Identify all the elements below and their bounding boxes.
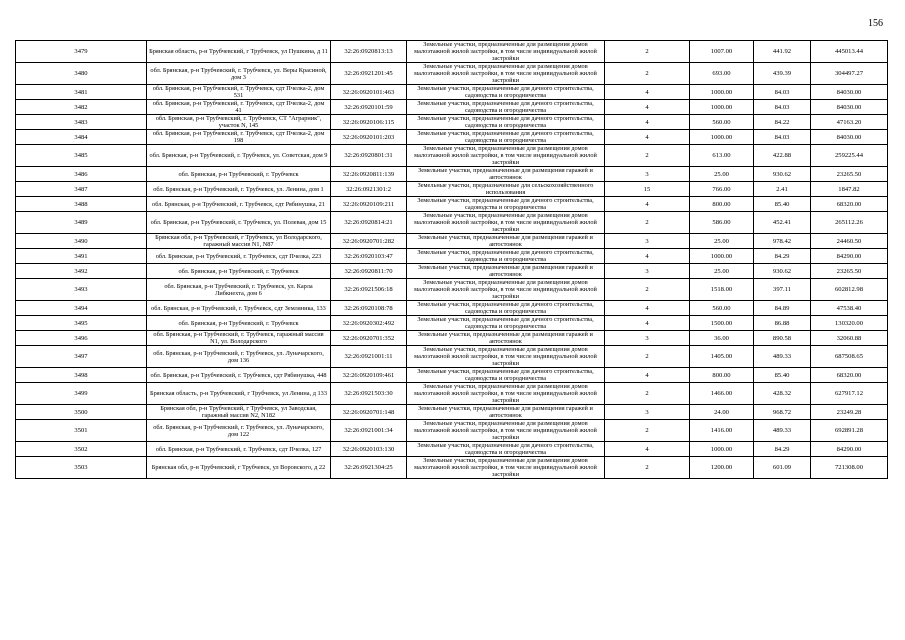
specific-value-cell: 86.88 — [754, 316, 811, 331]
table-row — [16, 234, 888, 249]
address-cell: обл. Брянская, р-н Трубчевский, г. Трубчевск, ул. Ленина, дом 1 — [147, 182, 331, 197]
row-number-cell: 3482 — [16, 100, 147, 115]
area-cell: 1405.00 — [690, 346, 754, 368]
area-cell: 586.00 — [690, 212, 754, 234]
address-cell: Брянская область, р-н Трубчевский, г Трубчевск, ул Ленина, д 133 — [147, 383, 331, 405]
group-cell: 4 — [605, 115, 690, 130]
area-cell: 560.00 — [690, 301, 754, 316]
land-use-cell: Земельные участки, предназначенные для размещения домов малоэтажной жилой застройки, в том числе индивидуальной жилой застройки — [407, 457, 605, 479]
area-cell: 36.00 — [690, 331, 754, 346]
area-cell: 560.00 — [690, 115, 754, 130]
area-cell: 1007.00 — [690, 41, 754, 63]
table-row — [16, 301, 888, 316]
cadastral-value-cell: 602812.98 — [811, 279, 888, 301]
cadastral-value-cell: 304497.27 — [811, 63, 888, 85]
area-cell: 800.00 — [690, 368, 754, 383]
cadastral-number-cell: 32:26:0920109:461 — [331, 368, 407, 383]
area-cell: 1000.00 — [690, 442, 754, 457]
cadastral-number-cell: 32:26:0920101:463 — [331, 85, 407, 100]
row-number-cell: 3479 — [16, 41, 147, 63]
table-row — [16, 41, 888, 63]
row-number-cell: 3498 — [16, 368, 147, 383]
row-number-cell: 3503 — [16, 457, 147, 479]
table-row — [16, 130, 888, 145]
specific-value-cell: 85.40 — [754, 368, 811, 383]
table-row — [16, 100, 888, 115]
row-number-cell: 3494 — [16, 301, 147, 316]
address-cell: Брянская обл, р-н Трубчевский, г Трубчевск, ул Володарского, гаражный массив N1, N87 — [147, 234, 331, 249]
area-cell: 1518.00 — [690, 279, 754, 301]
table-row — [16, 182, 888, 197]
table-row — [16, 197, 888, 212]
specific-value-cell: 84.03 — [754, 130, 811, 145]
specific-value-cell: 439.39 — [754, 63, 811, 85]
table-row — [16, 442, 888, 457]
land-use-cell: Земельные участки, предназначенные для дачного строительства, садоводства и огородничества — [407, 130, 605, 145]
group-cell: 4 — [605, 100, 690, 115]
table-row — [16, 457, 888, 479]
row-number-cell: 3486 — [16, 167, 147, 182]
address-cell: обл. Брянская, р-н Трубчевский, г. Трубчевск, ул. Луначарского, дом 136 — [147, 346, 331, 368]
land-use-cell: Земельные участки, предназначенные для размещения домов малоэтажной жилой застройки, в том числе индивидуальной жилой застройки — [407, 383, 605, 405]
table-row — [16, 115, 888, 130]
row-number-cell: 3495 — [16, 316, 147, 331]
group-cell: 2 — [605, 420, 690, 442]
area-cell: 1500.00 — [690, 316, 754, 331]
land-use-cell: Земельные участки, предназначенные для размещения домов малоэтажной жилой застройки, в том числе индивидуальной жилой застройки — [407, 212, 605, 234]
group-cell: 2 — [605, 212, 690, 234]
cadastral-number-cell: 32:26:0920108:78 — [331, 301, 407, 316]
cadastral-value-cell: 68320.00 — [811, 368, 888, 383]
land-use-cell: Земельные участки, предназначенные для размещения гаражей и автостоянок — [407, 234, 605, 249]
table-row — [16, 212, 888, 234]
address-cell: обл. Брянская, р-н Трубчевский, г. Трубчевск, СТ "Аграрник", участок N, 145 — [147, 115, 331, 130]
row-number-cell: 3496 — [16, 331, 147, 346]
specific-value-cell: 85.40 — [754, 197, 811, 212]
land-use-cell: Земельные участки, предназначенные для дачного строительства, садоводства и огородничества — [407, 115, 605, 130]
table-row — [16, 264, 888, 279]
address-cell: обл. Брянская, р-н Трубчевский, г. Трубчевск — [147, 316, 331, 331]
land-use-cell: Земельные участки, предназначенные для размещения гаражей и автостоянок — [407, 264, 605, 279]
specific-value-cell: 978.42 — [754, 234, 811, 249]
land-use-cell: Земельные участки, предназначенные для дачного строительства, садоводства и огородничества — [407, 197, 605, 212]
land-use-cell: Земельные участки, предназначенные для размещения домов малоэтажной жилой застройки, в том числе индивидуальной жилой застройки — [407, 346, 605, 368]
row-number-cell: 3497 — [16, 346, 147, 368]
group-cell: 2 — [605, 145, 690, 167]
row-number-cell: 3501 — [16, 420, 147, 442]
cadastral-number-cell: 32:26:0920101:59 — [331, 100, 407, 115]
cadastral-number-cell: 32:26:0920701:148 — [331, 405, 407, 420]
cadastral-value-cell: 23265.50 — [811, 167, 888, 182]
cadastral-value-cell: 265112.26 — [811, 212, 888, 234]
area-cell: 1466.00 — [690, 383, 754, 405]
specific-value-cell: 84.29 — [754, 442, 811, 457]
cadastral-number-cell: 32:26:0921301:2 — [331, 182, 407, 197]
cadastral-number-cell: 32:26:0920109:211 — [331, 197, 407, 212]
address-cell: обл. Брянская, р-н Трубчевский, г. Трубчевск, сдт Рябинушка, 448 — [147, 368, 331, 383]
group-cell: 3 — [605, 331, 690, 346]
specific-value-cell: 84.03 — [754, 100, 811, 115]
group-cell: 3 — [605, 264, 690, 279]
cadastral-number-cell: 32:26:0920101:203 — [331, 130, 407, 145]
land-use-cell: Земельные участки, предназначенные для сельскохозяйственного использования — [407, 182, 605, 197]
cadastral-value-cell: 687508.65 — [811, 346, 888, 368]
specific-value-cell: 930.62 — [754, 264, 811, 279]
specific-value-cell: 441.92 — [754, 41, 811, 63]
group-cell: 2 — [605, 457, 690, 479]
area-cell: 1000.00 — [690, 130, 754, 145]
group-cell: 4 — [605, 368, 690, 383]
address-cell: обл. Брянская, р-н Трубчевский, г. Трубчевск, гаражный массив N1, ул. Володарского — [147, 331, 331, 346]
specific-value-cell: 428.32 — [754, 383, 811, 405]
address-cell: обл. Брянская, р-н Трубчевский, г. Трубчевск, ул. Веры Красиной, дом 3 — [147, 63, 331, 85]
land-use-cell: Земельные участки, предназначенные для размещения домов малоэтажной жилой застройки, в том числе индивидуальной жилой застройки — [407, 279, 605, 301]
row-number-cell: 3484 — [16, 130, 147, 145]
land-use-cell: Земельные участки, предназначенные для дачного строительства, садоводства и огородничества — [407, 100, 605, 115]
group-cell: 4 — [605, 130, 690, 145]
address-cell: обл. Брянская, р-н Трубчевский, г. Трубчевск, сдт Пчелка, 223 — [147, 249, 331, 264]
cadastral-value-cell: 32060.88 — [811, 331, 888, 346]
cadastral-number-cell: 32:26:0920302:492 — [331, 316, 407, 331]
group-cell: 3 — [605, 234, 690, 249]
specific-value-cell: 2.41 — [754, 182, 811, 197]
row-number-cell: 3493 — [16, 279, 147, 301]
group-cell: 2 — [605, 41, 690, 63]
cadastral-number-cell: 32:26:0920811:139 — [331, 167, 407, 182]
land-use-cell: Земельные участки, предназначенные для дачного строительства, садоводства и огородничества — [407, 249, 605, 264]
group-cell: 4 — [605, 85, 690, 100]
land-use-cell: Земельные участки, предназначенные для размещения гаражей и автостоянок — [407, 405, 605, 420]
area-cell: 24.00 — [690, 405, 754, 420]
group-cell: 3 — [605, 167, 690, 182]
cadastral-number-cell: 32:26:0920813:13 — [331, 41, 407, 63]
cadastral-number-cell: 32:26:0921001:34 — [331, 420, 407, 442]
row-number-cell: 3499 — [16, 383, 147, 405]
cadastral-value-cell: 692891.28 — [811, 420, 888, 442]
table-row — [16, 279, 888, 301]
specific-value-cell: 968.72 — [754, 405, 811, 420]
address-cell: обл. Брянская, р-н Трубчевский, г. Трубчевск, ул. Советская, дом 9 — [147, 145, 331, 167]
address-cell: обл. Брянская, р-н Трубчевский, г. Трубчевск — [147, 264, 331, 279]
address-cell: Брянская область, р-н Трубчевский, г Трубчевск, ул Пушкина, д 11 — [147, 41, 331, 63]
cadastral-number-cell: 32:26:0921506:18 — [331, 279, 407, 301]
specific-value-cell: 84.29 — [754, 249, 811, 264]
land-use-cell: Земельные участки, предназначенные для дачного строительства, садоводства и огородничества — [407, 442, 605, 457]
row-number-cell: 3485 — [16, 145, 147, 167]
cadastral-number-cell: 32:26:0920811:70 — [331, 264, 407, 279]
address-cell: Брянская обл, р-н Трубчевский, г Трубчевск, ул Воровского, д 22 — [147, 457, 331, 479]
cadastral-value-cell: 627917.12 — [811, 383, 888, 405]
cadastral-value-cell: 47538.40 — [811, 301, 888, 316]
table-row — [16, 249, 888, 264]
specific-value-cell: 489.33 — [754, 420, 811, 442]
row-number-cell: 3502 — [16, 442, 147, 457]
row-number-cell: 3490 — [16, 234, 147, 249]
area-cell: 1000.00 — [690, 100, 754, 115]
area-cell: 693.00 — [690, 63, 754, 85]
cadastral-number-cell: 32:26:0920701:282 — [331, 234, 407, 249]
cadastral-number-cell: 32:26:0921304:25 — [331, 457, 407, 479]
group-cell: 2 — [605, 279, 690, 301]
row-number-cell: 3489 — [16, 212, 147, 234]
cadastral-value-cell: 47163.20 — [811, 115, 888, 130]
group-cell: 4 — [605, 316, 690, 331]
area-cell: 1416.00 — [690, 420, 754, 442]
row-number-cell: 3492 — [16, 264, 147, 279]
specific-value-cell: 84.03 — [754, 85, 811, 100]
cadastral-number-cell: 32:26:0920103:130 — [331, 442, 407, 457]
table-row — [16, 85, 888, 100]
land-use-cell: Земельные участки, предназначенные для дачного строительства, садоводства и огородничества — [407, 316, 605, 331]
area-cell: 1000.00 — [690, 85, 754, 100]
land-use-cell: Земельные участки, предназначенные для размещения домов малоэтажной жилой застройки, в том числе индивидуальной жилой застройки — [407, 63, 605, 85]
group-cell: 15 — [605, 182, 690, 197]
specific-value-cell: 930.62 — [754, 167, 811, 182]
row-number-cell: 3488 — [16, 197, 147, 212]
land-use-cell: Земельные участки, предназначенные для дачного строительства, садоводства и огородничества — [407, 368, 605, 383]
row-number-cell: 3491 — [16, 249, 147, 264]
cadastral-value-cell: 721308.00 — [811, 457, 888, 479]
cadastral-value-cell: 23265.50 — [811, 264, 888, 279]
land-use-cell: Земельные участки, предназначенные для размещения гаражей и автостоянок — [407, 167, 605, 182]
land-use-cell: Земельные участки, предназначенные для дачного строительства, садоводства и огородничества — [407, 301, 605, 316]
area-cell: 800.00 — [690, 197, 754, 212]
row-number-cell: 3500 — [16, 405, 147, 420]
group-cell: 4 — [605, 442, 690, 457]
group-cell: 3 — [605, 405, 690, 420]
specific-value-cell: 84.22 — [754, 115, 811, 130]
specific-value-cell: 422.88 — [754, 145, 811, 167]
area-cell: 25.00 — [690, 234, 754, 249]
table-row — [16, 346, 888, 368]
table-row — [16, 145, 888, 167]
land-use-cell: Земельные участки, предназначенные для размещения домов малоэтажной жилой застройки, в том числе индивидуальной жилой застройки — [407, 41, 605, 63]
specific-value-cell: 890.58 — [754, 331, 811, 346]
cadastral-value-cell: 1847.82 — [811, 182, 888, 197]
address-cell: обл. Брянская, р-н Трубчевский, г. Трубчевск, сдт Пчелка-2, дом 41 — [147, 100, 331, 115]
address-cell: обл. Брянская, р-н Трубчевский, г. Трубчевск, ул. Карла Либкнехта, дом 6 — [147, 279, 331, 301]
table-row — [16, 405, 888, 420]
cadastral-value-table — [15, 40, 888, 479]
land-use-cell: Земельные участки, предназначенные для размещения гаражей и автостоянок — [407, 331, 605, 346]
address-cell: обл. Брянская, р-н Трубчевский, г. Трубчевск, ул. Полевая, дом 15 — [147, 212, 331, 234]
group-cell: 4 — [605, 249, 690, 264]
table-row — [16, 316, 888, 331]
cadastral-number-cell: 32:26:0920701:352 — [331, 331, 407, 346]
address-cell: Брянская обл, р-н Трубчевский, г Трубчевск, ул Заводская, гаражный массив N2, N182 — [147, 405, 331, 420]
specific-value-cell: 489.33 — [754, 346, 811, 368]
group-cell: 2 — [605, 63, 690, 85]
cadastral-number-cell: 32:26:0921201:45 — [331, 63, 407, 85]
cadastral-number-cell: 32:26:0920801:31 — [331, 145, 407, 167]
area-cell: 25.00 — [690, 167, 754, 182]
cadastral-number-cell: 32:26:0920103:47 — [331, 249, 407, 264]
cadastral-value-cell: 445013.44 — [811, 41, 888, 63]
address-cell: обл. Брянская, р-н Трубчевский, г. Трубчевск, ул. Луначарского, дом 122 — [147, 420, 331, 442]
address-cell: обл. Брянская, р-н Трубчевский, г. Трубчевск, сдт Рябинушка, 21 — [147, 197, 331, 212]
cadastral-number-cell: 32:26:0921503:30 — [331, 383, 407, 405]
cadastral-value-cell: 84290.00 — [811, 442, 888, 457]
area-cell: 766.00 — [690, 182, 754, 197]
area-cell: 1000.00 — [690, 249, 754, 264]
group-cell: 2 — [605, 346, 690, 368]
group-cell: 4 — [605, 197, 690, 212]
page-number: 156 — [868, 18, 883, 29]
table-row — [16, 383, 888, 405]
table-row — [16, 63, 888, 85]
row-number-cell: 3481 — [16, 85, 147, 100]
cadastral-value-cell: 84030.00 — [811, 100, 888, 115]
cadastral-value-cell: 23249.28 — [811, 405, 888, 420]
table-row — [16, 331, 888, 346]
address-cell: обл. Брянская, р-н Трубчевский, г. Трубчевск, сдт Пчелка-2, дом 198 — [147, 130, 331, 145]
area-cell: 1200.00 — [690, 457, 754, 479]
cadastral-number-cell: 32:26:0921001:11 — [331, 346, 407, 368]
cadastral-value-cell: 24460.50 — [811, 234, 888, 249]
address-cell: обл. Брянская, р-н Трубчевский, г. Трубчевск — [147, 167, 331, 182]
table-row — [16, 420, 888, 442]
area-cell: 25.00 — [690, 264, 754, 279]
group-cell: 2 — [605, 383, 690, 405]
table-row — [16, 368, 888, 383]
cadastral-number-cell: 32:26:0920814:21 — [331, 212, 407, 234]
cadastral-value-cell: 84030.00 — [811, 85, 888, 100]
specific-value-cell: 397.11 — [754, 279, 811, 301]
cadastral-value-cell: 259225.44 — [811, 145, 888, 167]
row-number-cell: 3480 — [16, 63, 147, 85]
group-cell: 4 — [605, 301, 690, 316]
land-use-cell: Земельные участки, предназначенные для размещения домов малоэтажной жилой застройки, в том числе индивидуальной жилой застройки — [407, 145, 605, 167]
cadastral-value-cell: 84030.00 — [811, 130, 888, 145]
address-cell: обл. Брянская, р-н Трубчевский, г. Трубчевск, сдт Пчелка, 127 — [147, 442, 331, 457]
cadastral-value-cell: 130320.00 — [811, 316, 888, 331]
specific-value-cell: 452.41 — [754, 212, 811, 234]
land-use-cell: Земельные участки, предназначенные для размещения домов малоэтажной жилой застройки, в том числе индивидуальной жилой застройки — [407, 420, 605, 442]
land-use-cell: Земельные участки, предназначенные для дачного строительства, садоводства и огородничества — [407, 85, 605, 100]
row-number-cell: 3483 — [16, 115, 147, 130]
cadastral-value-cell: 68320.00 — [811, 197, 888, 212]
specific-value-cell: 601.09 — [754, 457, 811, 479]
specific-value-cell: 84.89 — [754, 301, 811, 316]
area-cell: 613.00 — [690, 145, 754, 167]
address-cell: обл. Брянская, р-н Трубчевский, г. Трубчевск, сдт Пчелка-2, дом 531 — [147, 85, 331, 100]
table-row — [16, 167, 888, 182]
cadastral-value-cell: 84290.00 — [811, 249, 888, 264]
address-cell: обл. Брянская, р-н Трубчевский, г. Трубчевск, сдт Земляника, 133 — [147, 301, 331, 316]
row-number-cell: 3487 — [16, 182, 147, 197]
cadastral-number-cell: 32:26:0920106:115 — [331, 115, 407, 130]
